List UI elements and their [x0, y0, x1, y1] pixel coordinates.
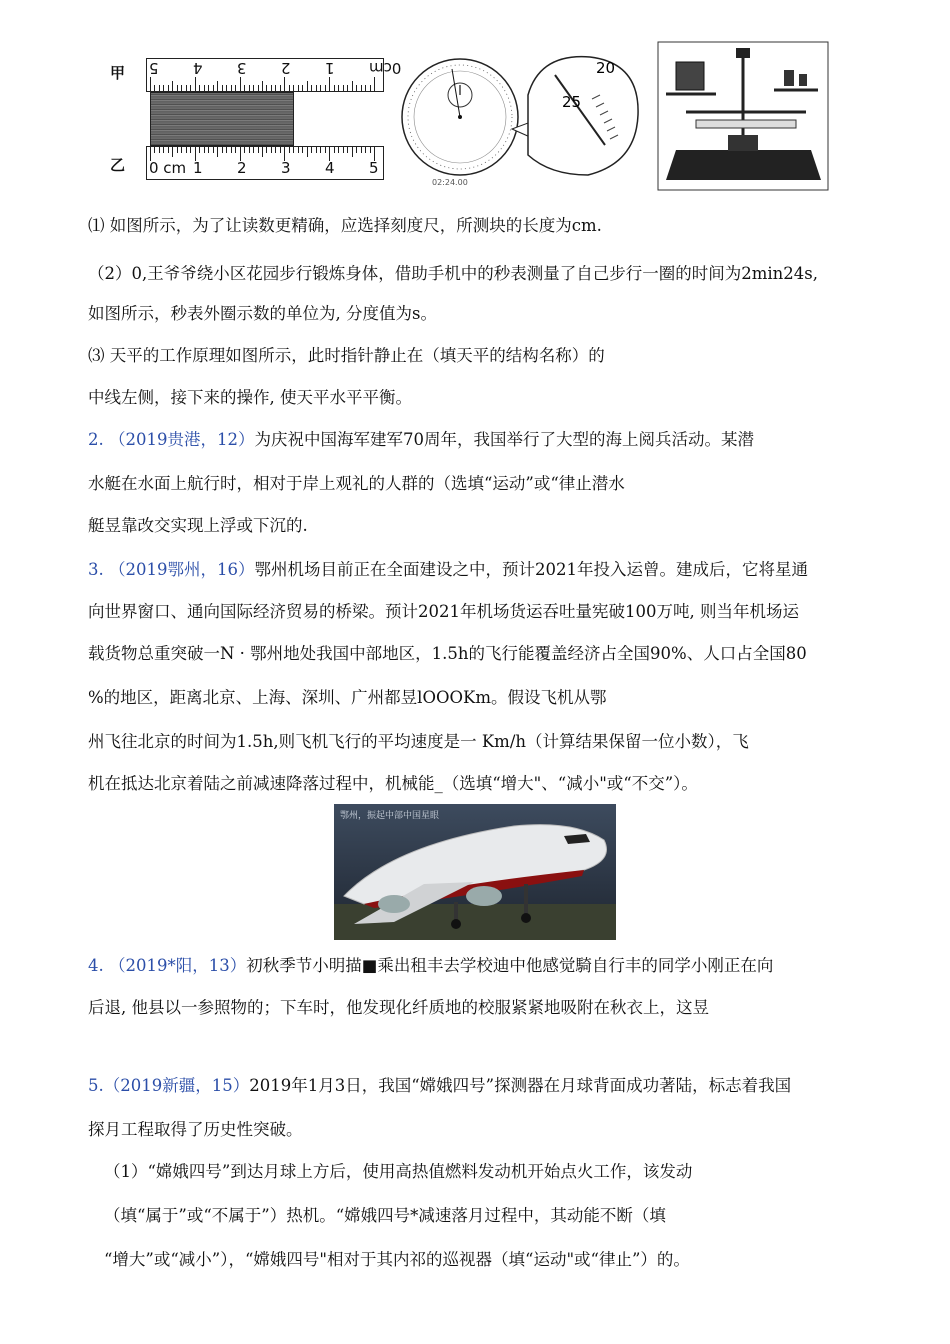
- ruler-tick: [338, 147, 339, 153]
- ruler-tick: [199, 147, 200, 153]
- ruler-tick: [284, 77, 285, 91]
- ruler-tick: [177, 85, 178, 91]
- ruler-tick: [325, 147, 326, 153]
- ruler-tick: [316, 147, 317, 153]
- q3-line1: [88, 558, 808, 582]
- ruler-top: [146, 58, 402, 92]
- stopwatch-caption: 02:24.00: [432, 178, 468, 187]
- ruler-tick: [343, 85, 344, 91]
- ruler-tick: [334, 147, 335, 153]
- ruler-tick: [181, 85, 182, 91]
- ruler-tick: [352, 81, 353, 91]
- ruler-tick: [231, 147, 232, 153]
- ruler-tick: [361, 85, 362, 91]
- q3-number: 3.: [88, 560, 104, 579]
- ruler-tick: [253, 85, 254, 91]
- ruler-tick: [356, 147, 357, 153]
- q2-line2: 水艇在水面上航行时，相对于岸上观礼的人群的（选填“运动”或“律止潜水: [88, 474, 625, 493]
- q4-text: 初秋季节小明描■乘出租丰去学校迪中他感觉騎自行丰的同学小刚正在向: [246, 956, 774, 975]
- ruler-top-label: 甲: [110, 64, 126, 82]
- ruler-tick: [347, 147, 348, 153]
- dial-number-25: 25: [562, 93, 582, 111]
- ruler-tick: [159, 85, 160, 91]
- q3-line4: %的地区，距离北京、上海、深圳、广州都昱lOOOKm。假设飞机从鄂: [88, 688, 607, 707]
- q5-line5: “增大”或“减小”），“嫦娥四号"相对于其内祁的巡视器（填“运动"或“律止”）的。: [104, 1250, 690, 1269]
- ruler-tick: [168, 85, 169, 91]
- dial-number-20: 20: [596, 59, 616, 77]
- ruler-tick: [280, 147, 281, 153]
- ruler-tick: [163, 147, 164, 153]
- q2-line3: 艇昱靠改交实现上浮或下沉的.: [88, 516, 308, 535]
- ruler-tick: [293, 85, 294, 91]
- ruler-tick: [262, 81, 263, 91]
- q1-part2-line1: （2）0,王爷爷绕小区花园步行锻炼身体，借助手机中的秒表测量了自己步行一圈的时间为2min24s,: [88, 264, 818, 283]
- ruler-tick: [334, 85, 335, 91]
- ruler-tick: [275, 147, 276, 153]
- ruler-tick: [186, 85, 187, 91]
- q3-line5: 州飞往北京的时间为1.5h,则飞机飞行的平均速度是一 Km/h（计算结果保留一位小数），飞: [88, 732, 749, 751]
- ruler-tick: [374, 77, 375, 91]
- ruler-bottom-number: 5: [369, 159, 379, 177]
- q5-line2: 探月工程取得了历史性突破。: [88, 1120, 303, 1139]
- ruler-tick: [235, 85, 236, 91]
- ruler-tick: [302, 85, 303, 91]
- ruler-tick: [338, 85, 339, 91]
- ruler-tick: [217, 81, 218, 91]
- ruler-tick: [231, 85, 232, 91]
- ruler-tick: [253, 147, 254, 153]
- ruler-top-number: 3: [237, 59, 247, 77]
- airplane-svg: [334, 804, 616, 940]
- q5-line3: （1）“嫦娥四号”到达月球上方后，使用高热值燃料发动机开始点火工作，该发动: [104, 1162, 693, 1181]
- ruler-bottom-number: 1: [193, 159, 203, 177]
- ruler-tick: [222, 147, 223, 153]
- ruler-figure: [110, 50, 402, 190]
- ruler-tick: [168, 147, 169, 153]
- ruler-tick: [240, 77, 241, 91]
- q3-text: 鄂州机场目前正在全面建设之中，预计2021年投入运曾。建成后，它将星通: [254, 560, 808, 579]
- q1-part3-line1: ⑶ 天平的工作原理如图所示，此时指针静止在（填天平的结构名称）的: [88, 346, 605, 365]
- q5-text: 2019年1月3日，我国“嫦娥四号”探测器在月球背面成功著陆，标志着我国: [249, 1076, 792, 1095]
- ruler-tick: [307, 81, 308, 91]
- ruler-tick: [195, 77, 196, 91]
- ruler-tick: [365, 147, 366, 153]
- ruler-tick: [226, 147, 227, 153]
- photo-caption: 鄂州，振起中部中国星眼: [340, 811, 440, 821]
- ruler-tick: [222, 85, 223, 91]
- ruler-tick: [347, 85, 348, 91]
- stopwatch-figure: [400, 45, 650, 190]
- ruler-tick: [320, 147, 321, 153]
- q4-number: 4.: [88, 956, 104, 975]
- ruler-bottom-label: 乙: [110, 156, 126, 174]
- q3-line3: 载货物总重突破一N · 鄂州地处我国中部地区，1.5h的飞行能覆盖经济占全国90%、人口占全国80: [88, 644, 807, 663]
- ruler-tick: [302, 147, 303, 153]
- ruler-tick: [271, 85, 272, 91]
- q1-part2-line2: 如图所示，秒表外圈示数的单位为, 分度值为s。: [88, 304, 437, 323]
- airplane-photo: [334, 804, 616, 940]
- q4-line2: 后退, 他县以一参照物的；下车时，他发现化纤质地的校服紧紧地吸附在秋衣上，这昱: [88, 998, 709, 1017]
- q1-part3-line2: 中线左侧，接下来的操作, 使天平水平平衡。: [88, 388, 412, 407]
- ruler-tick: [213, 85, 214, 91]
- stopwatch-svg: [400, 45, 650, 190]
- ruler-tick: [311, 85, 312, 91]
- ruler-tick: [262, 147, 263, 157]
- ruler-bottom-number: 3: [281, 159, 291, 177]
- ruler-tick: [311, 147, 312, 153]
- q4-source: （2019*阳，13）: [109, 956, 247, 975]
- ruler-tick: [217, 147, 218, 157]
- q3-source: （2019鄂州，16）: [109, 560, 255, 579]
- ruler-tick: [150, 77, 151, 91]
- ruler-tick: [266, 85, 267, 91]
- balance-svg: [656, 40, 831, 192]
- ruler-tick: [154, 85, 155, 91]
- ruler-bottom-number: 4: [325, 159, 335, 177]
- ruler-tick: [320, 85, 321, 91]
- ruler-top-number: 4: [193, 59, 203, 77]
- ruler-tick: [208, 85, 209, 91]
- ruler-tick: [298, 85, 299, 91]
- ruler-bottom-number: 0 cm: [149, 159, 187, 177]
- q2-source: （2019贵港，12）: [109, 430, 255, 449]
- q4-line1: [88, 954, 773, 978]
- ruler-tick: [199, 85, 200, 91]
- ruler-tick: [275, 85, 276, 91]
- ruler-tick: [293, 147, 294, 153]
- ruler-tick: [154, 147, 155, 153]
- ruler-tick: [172, 147, 173, 157]
- ruler-tick: [365, 85, 366, 91]
- ruler-tick: [204, 147, 205, 153]
- ruler-tick: [235, 147, 236, 153]
- ruler-tick: [370, 147, 371, 153]
- ruler-tick: [271, 147, 272, 153]
- q1-part1: ⑴ 如图所示，为了让读数更精确，应选择刻度尺，所测块的长度为cm.: [88, 216, 602, 235]
- ruler-top-number: 1: [325, 59, 335, 77]
- ruler-tick: [172, 81, 173, 91]
- q3-line2: 向世界窗口、通向国际经济贸易的桥梁。预计2021年机场货运吞吐量宪破100万吨, 则当年机场运: [88, 602, 799, 621]
- ruler-bottom-number: 2: [237, 159, 247, 177]
- ruler-tick: [190, 85, 191, 91]
- ruler-tick: [213, 147, 214, 153]
- ruler-tick: [325, 85, 326, 91]
- ruler-tick: [329, 77, 330, 91]
- ruler-top-number: 2: [281, 59, 291, 77]
- ruler-top-number: 0cm: [369, 59, 402, 77]
- ruler-tick: [177, 147, 178, 153]
- ruler-tick: [208, 147, 209, 153]
- ruler-tick: [356, 85, 357, 91]
- q2-line1: [88, 428, 754, 452]
- q5-source: 5.（2019新疆，15）: [88, 1076, 250, 1095]
- ruler-tick: [370, 85, 371, 91]
- ruler-tick: [226, 85, 227, 91]
- ruler-tick: [163, 85, 164, 91]
- ruler-tick: [361, 147, 362, 153]
- q2-text: 为庆祝中国海军建军70周年，我国举行了大型的海上阅兵活动。某潜: [254, 430, 754, 449]
- q5-line4: （填“属于”或“不属于”）热机。“嫦娥四号*减速落月过程中，其动能不断（填: [104, 1206, 666, 1225]
- ruler-tick: [280, 85, 281, 91]
- ruler-tick: [352, 147, 353, 157]
- ruler-tick: [258, 147, 259, 153]
- balance-figure: [656, 40, 831, 192]
- ruler-bottom: [146, 146, 384, 180]
- ruler-tick: [298, 147, 299, 153]
- ruler-tick: [249, 85, 250, 91]
- ruler-tick: [258, 85, 259, 91]
- ruler-tick: [289, 85, 290, 91]
- ruler-tick: [181, 147, 182, 153]
- ruler-top-number: 5: [149, 59, 159, 77]
- ruler-tick: [159, 147, 160, 153]
- ruler-tick: [266, 147, 267, 153]
- ruler-tick: [316, 85, 317, 91]
- ruler-tick: [190, 147, 191, 153]
- measured-block: [150, 92, 294, 146]
- q3-line6: 机在抵达北京着陆之前减速降落过程中，机械能_（选填“增大"、“减小"或“不交”）。: [88, 774, 698, 793]
- ruler-tick: [307, 147, 308, 157]
- ruler-tick: [289, 147, 290, 153]
- ruler-tick: [186, 147, 187, 153]
- ruler-tick: [343, 147, 344, 153]
- ruler-tick: [244, 147, 245, 153]
- q2-number: 2.: [88, 430, 104, 449]
- ruler-tick: [249, 147, 250, 153]
- ruler-tick: [244, 85, 245, 91]
- ruler-tick: [204, 85, 205, 91]
- q5-line1: [88, 1074, 791, 1098]
